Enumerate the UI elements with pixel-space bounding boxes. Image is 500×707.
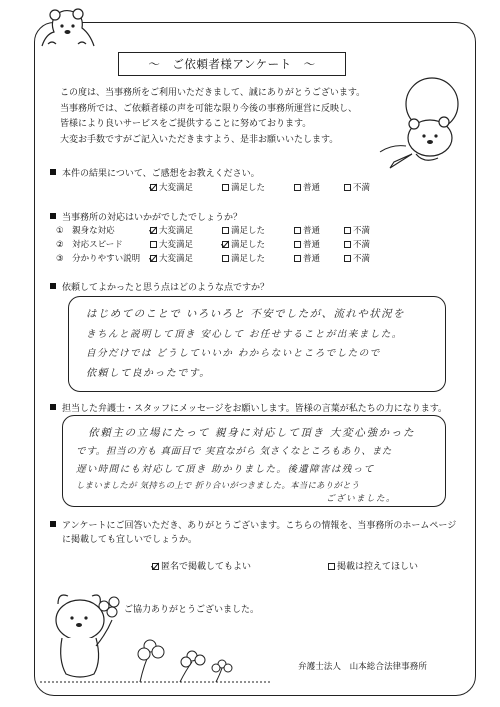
checkbox-checked[interactable] — [222, 241, 229, 248]
q2-row-3-very-satisfied[interactable] — [150, 252, 193, 264]
thanks-message: ご協力ありがとうございました。 — [124, 605, 260, 615]
q2-heading — [50, 210, 242, 223]
q4-answer-line: しまいましたが 気持ちの上で 折り合いがつきました。本当にありがとう — [76, 480, 360, 490]
option-label: 満足した — [231, 240, 266, 250]
bear-balloon-illustration — [372, 74, 468, 170]
q1-option-dissatisfied[interactable] — [344, 181, 370, 193]
checkbox[interactable] — [344, 184, 351, 191]
option-label: 満足した — [231, 254, 266, 264]
option-label: 満足した — [231, 226, 266, 236]
checkbox[interactable] — [344, 255, 351, 262]
option-label: 匿名で掲載してもよい — [161, 562, 252, 572]
bullet-icon — [50, 169, 56, 175]
q4-answer-line: ございました。 — [326, 494, 396, 504]
q4-answer-line: です。担当の方も 真面目で 実直ながら 気さくなところもあり、また — [76, 446, 392, 457]
q2-row-3-satisfied[interactable] — [222, 252, 265, 264]
q5-option-anonymous-ok[interactable] — [152, 559, 251, 572]
checkbox-checked[interactable] — [150, 227, 157, 234]
q2-row-2-satisfied[interactable] — [222, 238, 265, 250]
checkbox[interactable] — [150, 241, 157, 248]
row-text: 対応スピード — [72, 240, 123, 250]
q5-heading-cont: に掲載しても宜しいでしょうか。 — [62, 535, 198, 545]
checkbox[interactable] — [294, 227, 301, 234]
option-label: 満足した — [231, 183, 266, 193]
q2-row-3-label — [56, 252, 140, 264]
bullet-icon — [50, 213, 56, 219]
intro-line: 皆様により良いサービスをご提供することに努めております。 — [60, 119, 312, 129]
option-label: 普通 — [303, 240, 321, 250]
q3-answer-line: きちんと説明して頂き 安心して お任せすることが出来ました。 — [86, 329, 403, 340]
row-text: 親身な対応 — [72, 226, 115, 236]
q5-option-decline[interactable] — [328, 559, 418, 572]
q2-row-1-satisfied[interactable] — [222, 224, 265, 236]
checkbox[interactable] — [222, 184, 229, 191]
checkbox[interactable] — [294, 241, 301, 248]
option-label: 普通 — [303, 254, 321, 264]
q3-heading-text: 依頼してよかったと思う点はどのような点ですか？ — [62, 283, 270, 293]
q4-heading — [50, 401, 447, 414]
checkbox[interactable] — [294, 184, 301, 191]
intro-text — [60, 86, 365, 148]
q2-row-3-dissatisfied[interactable] — [344, 252, 370, 264]
q1-heading — [50, 166, 260, 179]
checkbox[interactable] — [222, 255, 229, 262]
row-num: ③ — [56, 254, 64, 264]
option-label: 普通 — [303, 226, 321, 236]
row-num: ① — [56, 226, 64, 236]
intro-line: この度は、当事務所をご利用いただきまして、誠にありがとうございます。 — [60, 88, 366, 98]
intro-line: 当事務所では、ご依頼者様の声を可能な限り今後の事務所運営に反映し、 — [60, 103, 358, 114]
q3-heading — [50, 280, 269, 293]
option-label: 不満 — [353, 240, 371, 250]
q4-answer-line: 依頼主の立場にたって 親身に対応して頂き 大変心強かった — [88, 427, 416, 439]
option-label: 不満 — [353, 183, 371, 193]
option-label: 大変満足 — [159, 240, 194, 250]
checkbox-checked[interactable] — [150, 184, 157, 191]
bullet-icon — [50, 521, 56, 527]
q3-answer-line: 依頼して良かったです。 — [86, 368, 211, 379]
option-label: 普通 — [303, 183, 321, 193]
q2-row-2-normal[interactable] — [294, 238, 320, 250]
q5-heading-text: アンケートにご回答いただき、ありがとうございます。こちらの情報を、当事務所のホームページ — [62, 521, 457, 531]
q2-row-1-normal[interactable] — [294, 224, 320, 236]
q3-answer-line: はじめてのことで いろいろと 不安でしたが、流れや状況を — [86, 308, 405, 320]
checkbox[interactable] — [328, 563, 335, 570]
q2-row-2-label — [56, 238, 123, 250]
q2-heading-text: 当事務所の対応はいかがでしたでしょうか？ — [62, 213, 243, 223]
q2-row-1-very-satisfied[interactable] — [150, 224, 193, 236]
q5-heading — [50, 518, 456, 531]
q3-answer-line: 自分だけでは どうしていいか わからないところでしたので — [86, 348, 381, 359]
q1-heading-text: 本件の結果について、ご感想をお教えください。 — [62, 169, 260, 179]
checkbox[interactable] — [222, 227, 229, 234]
intro-line: 大変お手数ですがご記入いただきますよう、是非お願いいたします。 — [60, 134, 339, 145]
checkbox[interactable] — [344, 227, 351, 234]
checkbox-checked[interactable] — [152, 563, 159, 570]
q4-answer-line: 遅い時間にも対応して頂き 助かりました。後遺障害は残って — [76, 464, 375, 475]
option-label: 不満 — [353, 226, 371, 236]
q4-heading-text: 担当した弁護士・スタッフにメッセージをお願いします。皆様の言葉が私たちの力になります。 — [62, 404, 448, 414]
option-label: 大変満足 — [159, 254, 194, 264]
option-label: 掲載は控えてほしい — [337, 562, 419, 572]
checkbox[interactable] — [294, 255, 301, 262]
q1-option-very-satisfied[interactable] — [150, 181, 193, 193]
bear-top-illustration — [40, 6, 96, 50]
q2-row-1-label — [56, 224, 115, 236]
q2-row-3-normal[interactable] — [294, 252, 320, 264]
q1-option-satisfied[interactable] — [222, 181, 265, 193]
q2-row-1-dissatisfied[interactable] — [344, 224, 370, 236]
survey-title: ～ ご依頼者様アンケート ～ — [118, 52, 346, 76]
firm-name: 弁護士法人 山本総合法律事務所 — [298, 662, 427, 672]
q1-option-normal[interactable] — [294, 181, 320, 193]
option-label: 大変満足 — [159, 226, 194, 236]
checkbox[interactable] — [344, 241, 351, 248]
checkbox-checked[interactable] — [150, 255, 157, 262]
option-label: 不満 — [353, 254, 371, 264]
row-text: 分かりやすい説明 — [72, 254, 141, 264]
q2-row-2-very-satisfied[interactable] — [150, 238, 193, 250]
bullet-icon — [50, 283, 56, 289]
row-num: ② — [56, 240, 64, 250]
q2-row-2-dissatisfied[interactable] — [344, 238, 370, 250]
bullet-icon — [50, 404, 56, 410]
option-label: 大変満足 — [159, 183, 194, 193]
